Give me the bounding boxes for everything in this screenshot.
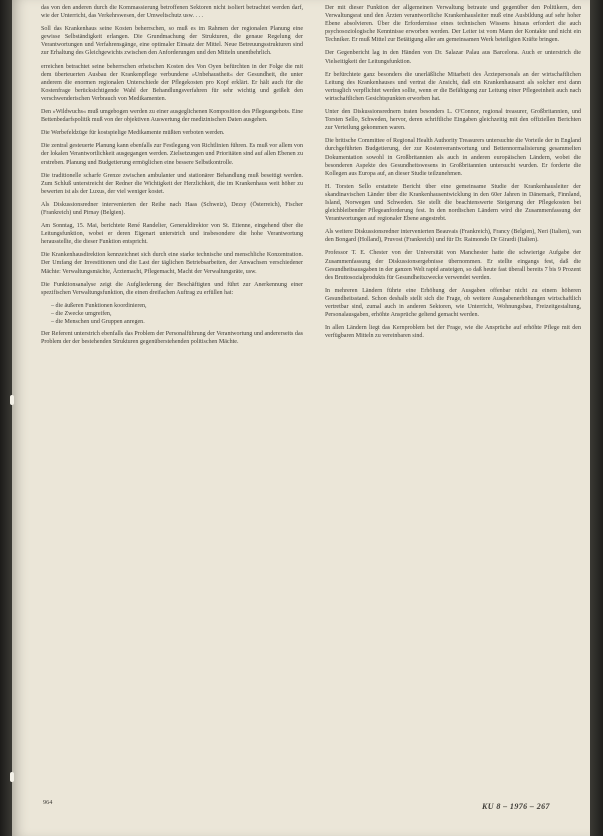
right-paragraph-5: Die britische Committee of Regional Health Authority Treasurers untersuchte die Vorteile der in England durchgeführten Budgetierung, der zur Kostenverantwortung und Bettennormalisierung gesammelten Dokumentation sowohl in Großbritannien als auch in anderen europäischen Ländern, wobei die besonderen Aspekte des Gesundheitswesens in Großbritannien untersucht wurden. Er forderte die Kollegen aus Europa auf, an dieser Studie teilzunehmen. [325, 138, 581, 177]
page-number: 964 [43, 799, 53, 806]
left-paragraph-9: Am Sonntag, 15. Mai, berichtete René Randelier, Generaldirektor von St. Etienne, eingehend über die Leitungsfunktion, wobei er deren Eigenart unterstrich und insbesondere die hohe Verantwortung herausstellte, die dieser Funktion entspricht. [41, 223, 303, 246]
right-paragraph-4: Unter den Diskussionsrednern traten besonders L. O'Connor, regional treasurer, Großbritannien, und Torsten Sello, Schweden, hervor, deren schriftliche Eingaben gleichzeitig mit den offiziellen Berichten zur Verteilung gekommen waren. [325, 109, 581, 132]
right-paragraph-2: Der Gegenbericht lag in den Händen von Dr. Salazar Palau aus Barcelona. Auch er unterstrich die Vielseitigkeit der Leitungsfunktion. [325, 50, 581, 65]
right-paragraph-10: In allen Ländern liegt das Kernproblem bei der Frage, wie die Ansprüche auf erhöhte Pflege mit den verfügbaren Mitteln zu vereinbaren sind. [325, 325, 581, 340]
magazine-page [12, 0, 590, 836]
left-paragraph-6: Die zentral gesteuerte Planung kann ebenfalls zur Festlegung von Richtlinien führen. Es muß vor allem von der lokalen Verantwortlichkeit ausgegangen werden. Zielsetzungen und Prioritäten sind auf allen Ebenen zu erstreben. Planung und Budgetierung ermöglichen eine bessere Selbstkontrolle. [41, 143, 303, 166]
right-paragraph-9: In mehreren Ländern führte eine Erhöhung der Ausgaben offenbar nicht zu einem höheren Gesundheitsstand. Schon deshalb stellt sich die Frage, ob weitere Ausgabenerhöhungen wirtschaftlich vertretbar sind, zumal auch in anderen Sektoren, wie Unterricht, Wohnungsbau, Freizeitgestaltung, Personalausgaben, erhöhte Ansprüche geltend gemacht werden. [325, 287, 581, 319]
right-paragraph-8: Professor T. E. Chester von der Universität von Manchester hatte die schwierige Aufgabe der Zusammenfassung der Diskussionsergebnisse übernommen. Er stellte eingangs fest, daß die Gesundheitsausgaben in der ganzen Welt rapid ansteigen, so daß heute fast überall bereits 7 bis 9 Prozent des Bruttosozialprodukts für Gesundheitszwecke verwendet werden. [325, 250, 581, 281]
left-column [41, 4, 303, 351]
task-list-item: – die äußeren Funktionen koordinieren, [51, 302, 303, 310]
task-list-item: – die Menschen und Gruppen anregen. [51, 318, 303, 326]
binding-mark [10, 772, 14, 782]
left-paragraph-8: Als Diskussionsredner intervenierten der Reihe nach Haas (Schweiz), Dezsy (Österreich), Fischer (Frankreich) und Pirnay (Belgien). [41, 201, 303, 216]
page-footer: KU 8 – 1976 – 267 [482, 802, 550, 811]
right-paragraph-1: Der mit dieser Funktion der allgemeinen Verwaltung betraute und gegenüber den Politikern, den Verwaltungsrat und den Ärzten verantwortliche Krankenhausleiter muß eine Ausbildung auf sehr hoher Ebene absolvieren. Über die Erfordernisse eines technischen Wissens hinaus erfordert die auch psychosoziologische Kenntnisse erworben werden. Der Leiter ist vom Mann der Kontakte und nicht ein Techniker. Er muß Mittel zur Betätigung aller am gemeinsamen Werk beteiligten Kräfte bringen. [325, 5, 581, 44]
right-paragraph-3: Er befürchtete ganz besonders die unerläßliche Mitarbeit des Ärztepersonals an der wirtschaftlichen Leitung des Krankenhauses und vertrat die Ansicht, daß ein Krankenhausarzt als solcher erst dann vertraglich verpflichtet werden sollte, wenn er die Befähigung zur Leitung einer Pflegeeinheit auch nach wirtschaftlichen Gesichtspunkten erworben hat. [325, 71, 581, 102]
binding-shadow [0, 0, 12, 836]
left-paragraph-4: Den »Wildwuchs« muß umgebogen werden zu einer ausgeglichenen Komposition des Pflegeangebots. Eine Bettenbedarfspolitik muß von der objektiven Auswertung der medizinischen Daten ausgehen. [41, 109, 303, 124]
left-paragraph-5: Die Werbefeldzüge für kostspielige Medikamente müßten verboten werden. [41, 130, 225, 137]
right-paragraph-6: H. Torsten Sello erstattete Bericht über eine gemeinsame Studie der Krankenhausleiter der skandinavischen Länder über die Krankenhausentwicklung in den 60er Jahren in Dänemark, Finnland, Island, Norwegen und Schweden. Sie stellt die beachtenswerte Steigerung der Pflegekosten bei gleichbleibender Pflegeanforderung fest. In den nordischen Ländern wird die Zusammenfassung der Verantwortungen auf regionaler Ebene angestrebt. [325, 183, 581, 223]
left-paragraph-7: Die traditionelle scharfe Grenze zwischen ambulanter und stationärer Behandlung muß beseitigt werden. Zum Schluß unterstreicht der Redner die Wichtigkeit der Herzlichkeit, die im Krankenhaus weit höher zu bewerten ist als der Luxus, der viel weniger kostet. [41, 172, 303, 195]
left-paragraph-3: erreichen betrachtet seine beherrschen erheischen Kosten des Von Oyen befürchten in der Folge die mit dem überteuerten Ausbau der Krankenpflege verbundene »Unbehaustheit« der Gesundheit, die unter anderem die enormen regionalen Unterschiede der Pflegekosten pro Kopf erklärt. Er hält auch für die Kostenfrage berücksichtigende Wahl der Behandlungsverfahren für sehr wichtig und geißelt den verschwenderischen Verbrauch von Medikamenten. [41, 63, 303, 102]
right-paragraph-7: Als weitere Diskussionsredner intervenierten Beauvais (Frankreich), Francy (Belgien), Neri (Italien), van den Bongard (Holland), Pruvost (Frankreich) und für Dr. Raimondo Dr Girardi (Italien). [325, 229, 581, 244]
left-paragraph-last: Der Referent unterstrich ebenfalls das Problem der Personalführung der Verantwortung und andererseits das Problem der der bestehenden Strukturen gegenüberstehenden politischen Mächte. [41, 331, 303, 346]
binding-mark [10, 395, 14, 405]
left-paragraph-11: Die Funktionsanalyse zeigt die Aufgliederung der Beschäftigten und führt zur Anerkennung einer spezifischen Verwaltungsfunktion, die einen dreifachen Auftrag zu erfüllen hat: [41, 281, 303, 296]
task-list-item: – die Zwecke umgreifen, [51, 310, 303, 318]
left-paragraph-2: Soll das Krankenhaus seine Kosten beherrschen, so muß es im Rahmen der regionalen Planung eine gewisse Selbständigkeit erlangen. Die Grundmachung der Strukturen, die genaue Regelung der Verantwortungen und Verfahrensgänge, eine optimaler Einsatz der Mittel. Neue Betreuungsstrukturen sind zur Erhaltung des Gleichgewichts zwischen den Anforderungen und den Mitteln unentbehrlich. [41, 26, 303, 57]
right-column [325, 4, 581, 345]
task-list [41, 302, 303, 326]
left-paragraph-10: Die Krankenhausdirektion kennzeichnet sich durch eine starke technische und menschliche Konzentration. Der Umfang der Investitionen und die Last der täglichen Betriebsarbeiten, der Anwachsen verschiedener Mächte: Verwaltungsmächte, Ärztemacht, Pflegemacht, Macht der Verwaltungsräte, usw. [41, 252, 303, 275]
left-paragraph-1: das von den anderen durch die Kommassierung betroffenen Sektoren nicht isoliert betrachtet werden darf, wie der Unterricht, das Verkehrswesen, der Umweltschutz usw. . . . [41, 5, 303, 20]
page-edge-shadow [590, 0, 603, 836]
